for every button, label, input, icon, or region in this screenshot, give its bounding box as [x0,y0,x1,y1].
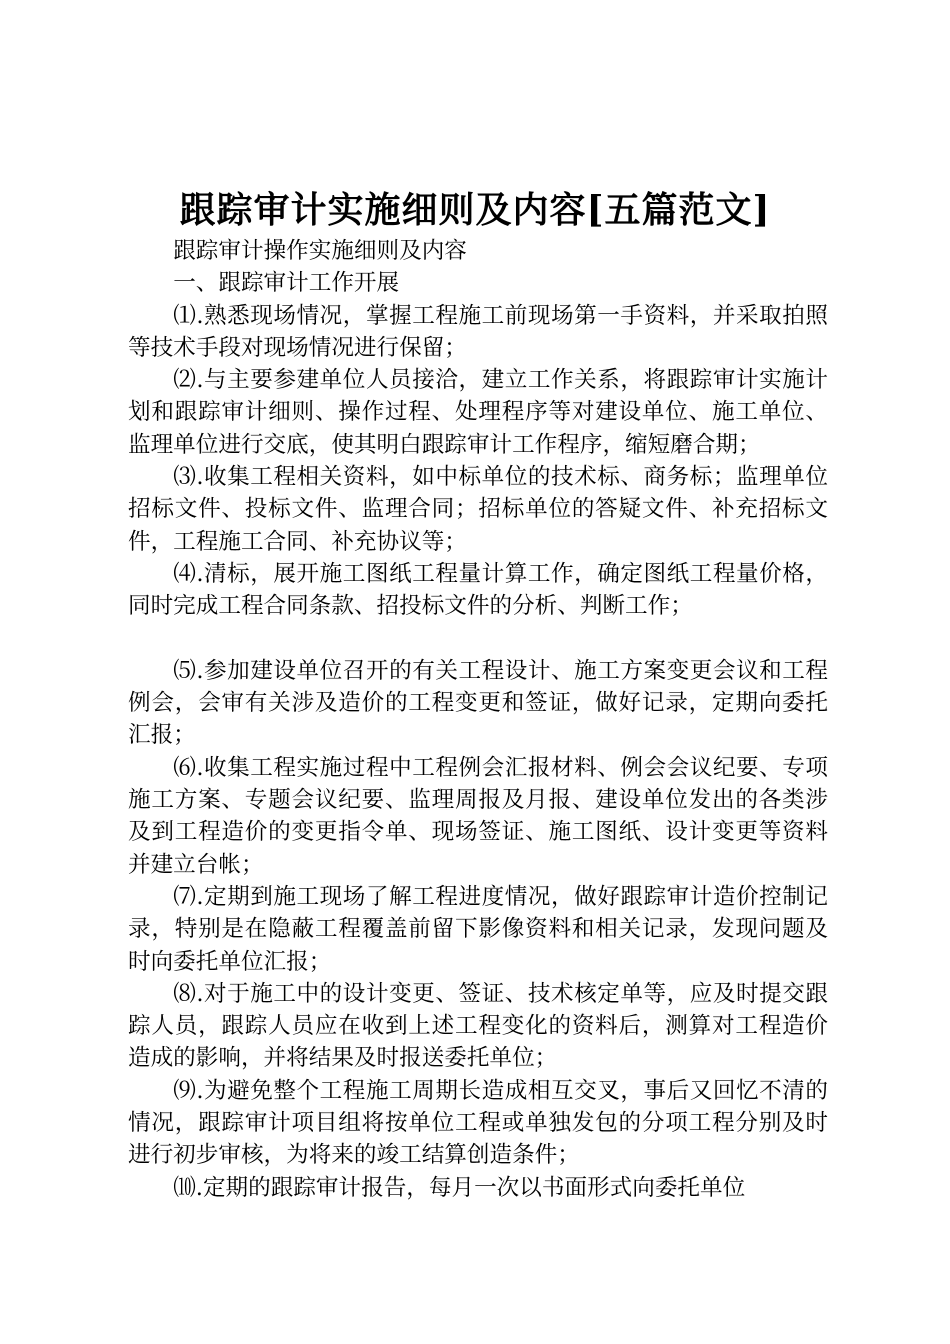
paragraph-9: ⑼.为避免整个工程施工周期长造成相互交叉，事后又回忆不清的情况，跟踪审计项目组将按单位工程或单独发包的分项工程分别及时进行初步审核，为将来的竣工结算创造条件； [128,1077,828,1169]
paragraph-8: ⑻.对于施工中的设计变更、签证、技术核定单等，应及时提交跟踪人员，跟踪人员应在收到上述工程变化的资料后，测算对工程造价造成的影响，并将结果及时报送委托单位； [128,980,828,1072]
paragraph-4: ⑷.清标，展开施工图纸工程量计算工作，确定图纸工程量价格，同时完成工程合同条款、招投标文件的分析、判断工作； [128,560,828,620]
paragraph-10: ⑽.定期的跟踪审计报告，每月一次以书面形式向委托单位 [173,1174,746,1201]
document-subtitle: 跟踪审计操作实施细则及内容 [173,238,467,264]
document-title: 跟踪审计实施细则及内容[五篇范文] [179,189,771,231]
paragraph-2: ⑵.与主要参建单位人员接洽，建立工作关系，将跟踪审计实施计划和跟踪审计细则、操作过程、处理程序等对建设单位、施工单位、监理单位进行交底，使其明白跟踪审计工作程序，缩短磨合期； [128,367,828,458]
document-body [128,235,828,1204]
paragraph-3: ⑶.收集工程相关资料，如中标单位的技术标、商务标；监理单位招标文件、投标文件、监理合同；招标单位的答疑文件、补充招标文件，工程施工合同、补充协议等； [128,464,828,555]
paragraph-7: ⑺.定期到施工现场了解工程进度情况，做好跟踪审计造价控制记录，特别是在隐蔽工程覆盖前留下影像资料和相关记录，发现问题及时向委托单位汇报； [128,883,828,975]
paragraph-6: ⑹.收集工程实施过程中工程例会汇报材料、例会会议纪要、专项施工方案、专题会议纪要、监理周报及月报、建设单位发出的各类涉及到工程造价的变更指令单、现场签证、施工图纸、设计变更等资料并建立台帐； [128,754,828,878]
section-heading: 一、跟踪审计工作开展 [173,270,400,297]
paragraph-5: ⑸.参加建设单位召开的有关工程设计、施工方案变更会议和工程例会，会审有关涉及造价的工程变更和签证，做好记录，定期向委托汇报； [128,657,828,749]
paragraph-1: ⑴.熟悉现场情况，掌握工程施工前现场第一手资料，并采取拍照等技术手段对现场情况进行保留； [128,302,828,361]
